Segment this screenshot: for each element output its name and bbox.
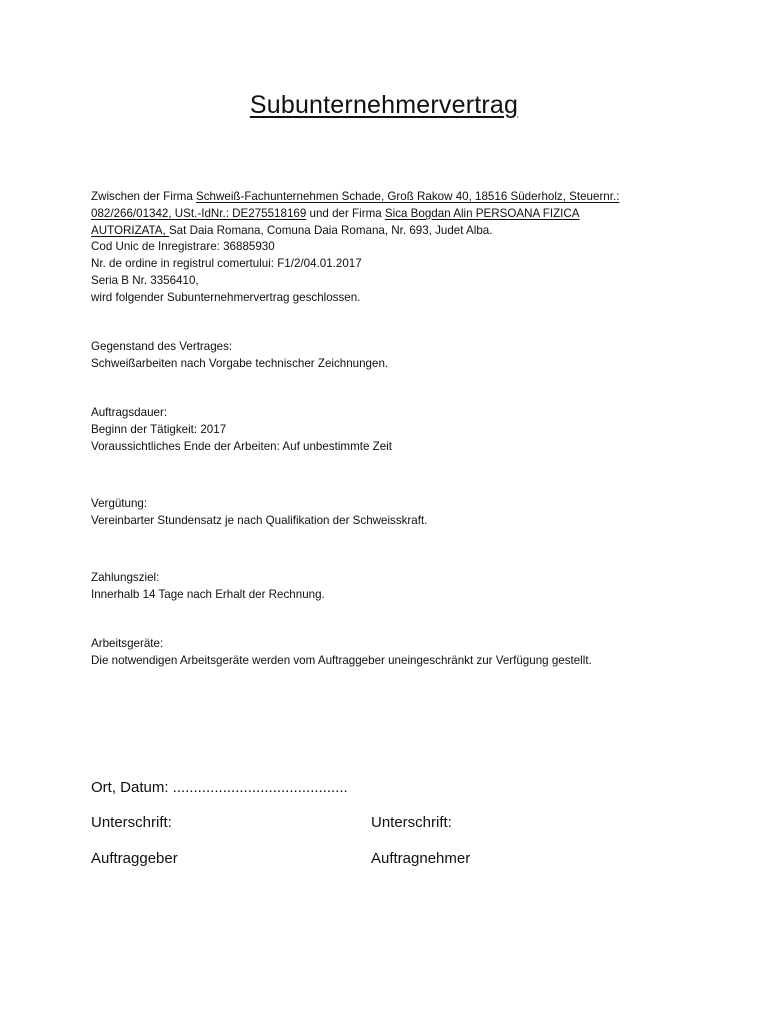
parties-prefix: Zwischen der Firma — [91, 190, 197, 203]
parties-connector: und der Firma — [306, 206, 385, 220]
signature-label-client: Unterschrift: — [91, 814, 172, 831]
parties-line-1 — [91, 189, 711, 206]
registration-code: Cod Unic de Inregistrare: 36885930 — [91, 240, 275, 254]
subcontractor-firm-line-2: AUTORIZATA, — [91, 223, 169, 237]
section-text: Vereinbarter Stundensatz je nach Qualifikation der Schweisskraft. — [91, 513, 428, 527]
trade-register-number: Nr. de ordine in registrul comertului: F1/2/04.01.2017 — [91, 257, 362, 271]
section-heading: Gegenstand des Vertrages: — [91, 340, 233, 353]
section-equipment — [91, 636, 711, 670]
section-text: Die notwendigen Arbeitsgeräte werden vom Auftraggeber uneingeschränkt zur Verfügung gestellt. — [91, 653, 592, 667]
series-number: Seria B Nr. 3356410, — [91, 273, 199, 287]
role-contractor: Auftragnehmer — [371, 850, 471, 867]
contract-parties — [91, 189, 711, 307]
section-heading: Vergütung: — [91, 497, 148, 510]
section-text: Innerhalb 14 Tage nach Erhalt der Rechnung. — [91, 587, 325, 601]
place-date-field: Ort, Datum: .......................................... — [91, 779, 348, 796]
contractor-firm-line-2: 082/266/01342, USt.-IdNr.: DE275518169 — [91, 206, 307, 220]
section-duration — [91, 405, 711, 455]
parties-line-2 — [91, 206, 711, 223]
section-subject — [91, 339, 711, 373]
section-compensation — [91, 496, 711, 530]
role-client: Auftraggeber — [91, 850, 178, 867]
signature-label-contractor: Unterschrift: — [371, 814, 452, 831]
section-heading: Auftragsdauer: — [91, 406, 168, 419]
section-heading: Zahlungsziel: — [91, 571, 160, 584]
parties-line-3 — [91, 223, 711, 240]
subcontractor-address: Sat Daia Romana, Comuna Daia Romana, Nr. 693, Judet Alba. — [168, 223, 493, 237]
contractor-firm-line-1: Schweiß-Fachunternehmen Schade, Groß Rakow 40, 18516 Süderholz, Steuernr.: — [196, 190, 620, 203]
subcontractor-firm-line-1: Sica Bogdan Alin PERSOANA FIZICA — [384, 206, 580, 220]
document-title: Subunternehmervertrag — [249, 91, 519, 119]
section-heading: Arbeitsgeräte: — [91, 637, 164, 650]
contract-closing-sentence: wird folgender Subunternehmervertrag geschlossen. — [91, 290, 361, 304]
section-text: Schweißarbeiten nach Vorgabe technischer Zeichnungen. — [91, 356, 389, 370]
section-payment-terms — [91, 570, 711, 604]
section-text: Beginn der Tätigkeit: 2017 — [91, 422, 227, 436]
section-text: Voraussichtliches Ende der Arbeiten: Auf unbestimmte Zeit — [91, 439, 392, 453]
